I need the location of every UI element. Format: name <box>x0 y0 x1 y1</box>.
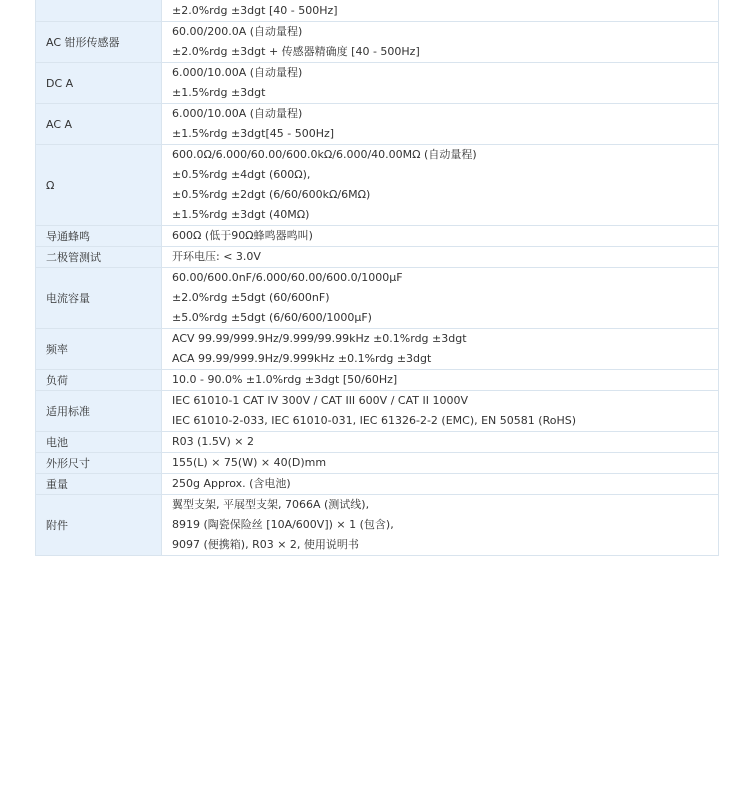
spec-value <box>162 63 719 104</box>
table-row <box>36 495 719 556</box>
spec-label: 适用标准 <box>36 391 162 432</box>
table-row <box>36 268 719 329</box>
table-row <box>36 145 719 226</box>
spec-label: 电流容量 <box>36 268 162 329</box>
spec-line: 600Ω (低于90Ω蜂鸣器鸣叫) <box>172 229 313 242</box>
spec-line: ±1.5%rdg ±3dgt <box>172 86 266 99</box>
spec-line: ±5.0%rdg ±5dgt (6/60/600/1000μF) <box>172 311 372 324</box>
spec-line: ±2.0%rdg ±3dgt + 传感器精确度 [40 - 500Hz] <box>172 45 420 58</box>
spec-line: 8919 (陶瓷保险丝 [10A/600V]) × 1 (包含), <box>172 518 394 531</box>
table-row <box>36 247 719 268</box>
spec-value <box>162 268 719 329</box>
spec-label: 附件 <box>36 495 162 556</box>
spec-label: 二极管测试 <box>36 247 162 268</box>
spec-line: ±2.0%rdg ±3dgt [40 - 500Hz] <box>172 4 338 17</box>
spec-line: IEC 61010-2-033, IEC 61010-031, IEC 61326-2-2 (EMC), EN 50581 (RoHS) <box>172 414 576 427</box>
spec-value <box>162 104 719 145</box>
spec-line: 9097 (便携箱), R03 × 2, 使用说明书 <box>172 538 359 551</box>
table-row <box>36 370 719 391</box>
spec-value <box>162 226 719 247</box>
spec-line: 开环电压: < 3.0V <box>172 250 261 263</box>
table-row <box>36 474 719 495</box>
spec-line: 155(L) × 75(W) × 40(D)mm <box>172 456 327 469</box>
spec-value <box>162 247 719 268</box>
spec-label: 外形尺寸 <box>36 453 162 474</box>
spec-line: ACA 99.99/999.9Hz/9.999kHz ±0.1%rdg ±3dgt <box>172 352 432 365</box>
spec-line: ±1.5%rdg ±3dgt (40MΩ) <box>172 208 310 221</box>
table-row <box>36 104 719 145</box>
table-row <box>36 453 719 474</box>
spec-line: 60.00/200.0A (自动量程) <box>172 25 303 38</box>
spec-line: ±0.5%rdg ±2dgt (6/60/600kΩ/6MΩ) <box>172 188 371 201</box>
spec-value <box>162 370 719 391</box>
spec-line: 6.000/10.00A (自动量程) <box>172 66 303 79</box>
spec-line: 10.0 - 90.0% ±1.0%rdg ±3dgt [50/60Hz] <box>172 373 398 386</box>
spec-label: Ω <box>36 145 162 226</box>
spec-line: R03 (1.5V) × 2 <box>172 435 254 448</box>
spec-label: DC A <box>36 63 162 104</box>
spec-value <box>162 495 719 556</box>
spec-label: AC A <box>36 104 162 145</box>
spec-line: ±0.5%rdg ±4dgt (600Ω), <box>172 168 311 181</box>
spec-value <box>162 432 719 453</box>
spec-line: 250g Approx. (含电池) <box>172 477 291 490</box>
spec-label: 电池 <box>36 432 162 453</box>
spec-label: 负荷 <box>36 370 162 391</box>
spec-value <box>162 0 719 22</box>
spec-label: AC 钳形传感器 <box>36 22 162 63</box>
spec-line: 6.000/10.00A (自动量程) <box>172 107 303 120</box>
spec-line: ±2.0%rdg ±5dgt (60/600nF) <box>172 291 330 304</box>
spec-value <box>162 145 719 226</box>
spec-label <box>36 0 162 22</box>
table-row <box>36 63 719 104</box>
spec-label: 频率 <box>36 329 162 370</box>
table-row <box>36 226 719 247</box>
spec-line: 600.0Ω/6.000/60.00/600.0kΩ/6.000/40.00MΩ (自动量程) <box>172 148 477 161</box>
spec-value <box>162 391 719 432</box>
spec-value <box>162 22 719 63</box>
spec-table <box>35 0 719 556</box>
spec-line: ±1.5%rdg ±3dgt[45 - 500Hz] <box>172 127 335 140</box>
table-row <box>36 432 719 453</box>
table-row <box>36 329 719 370</box>
spec-value <box>162 453 719 474</box>
spec-line: IEC 61010-1 CAT IV 300V / CAT III 600V / CAT II 1000V <box>172 394 468 407</box>
spec-value <box>162 474 719 495</box>
spec-line: 翼型支架, 平展型支架, 7066A (测试线), <box>172 498 370 511</box>
spec-label: 导通蜂鸣 <box>36 226 162 247</box>
spec-label: 重量 <box>36 474 162 495</box>
table-row <box>36 391 719 432</box>
spec-line: 60.00/600.0nF/6.000/60.00/600.0/1000μF <box>172 271 403 284</box>
spec-line: ACV 99.99/999.9Hz/9.999/99.99kHz ±0.1%rdg ±3dgt <box>172 332 467 345</box>
table-row <box>36 22 719 63</box>
spec-value <box>162 329 719 370</box>
table-row <box>36 0 719 22</box>
